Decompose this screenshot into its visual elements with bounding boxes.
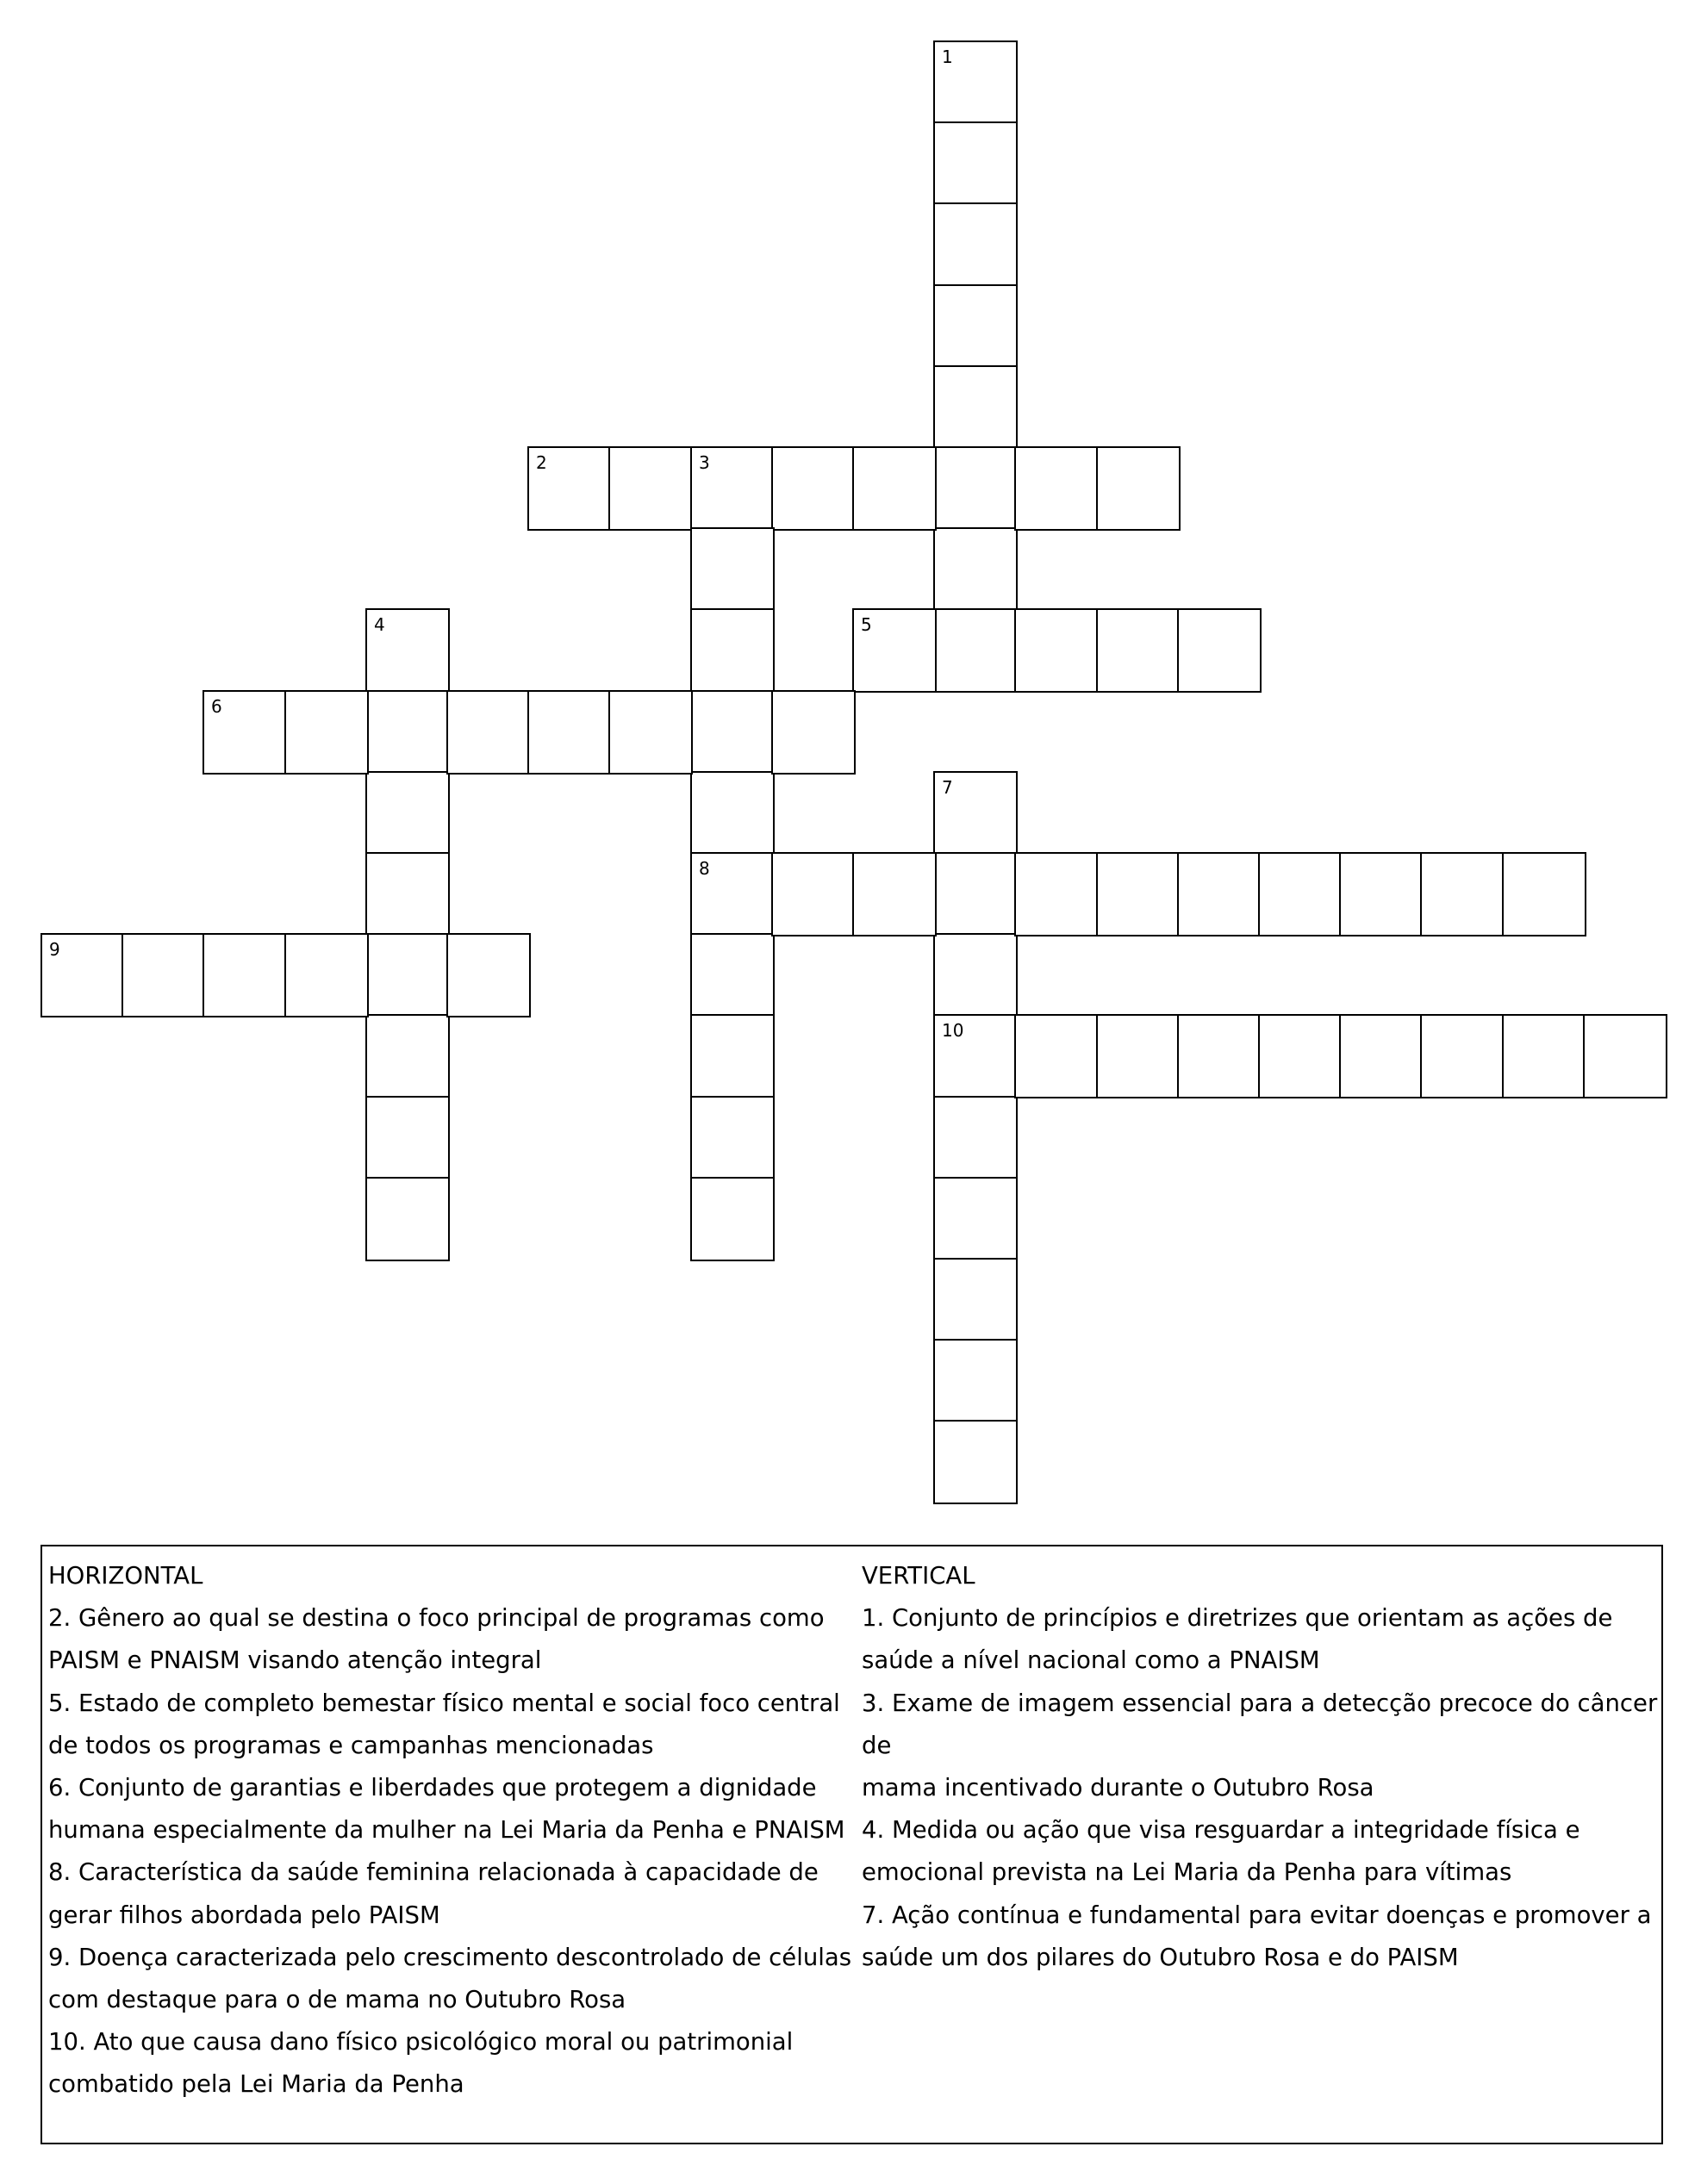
crossword-cell[interactable] <box>608 690 693 775</box>
clue-number: 6 <box>211 696 222 717</box>
crossword-cell[interactable] <box>933 1014 1018 1098</box>
crossword-cell[interactable] <box>690 933 775 1017</box>
clue-number: 7 <box>942 777 953 798</box>
crossword-cell[interactable] <box>690 1096 775 1180</box>
clue-line: mama incentivado durante o Outubro Rosa <box>862 1774 1374 1802</box>
clue-line: 5. Estado de completo bemestar físico mental e social foco central <box>48 1689 840 1717</box>
crossword-cell[interactable] <box>1420 852 1505 936</box>
crossword-cell[interactable] <box>1339 852 1424 936</box>
clue-line: saúde um dos pilares do Outubro Rosa e do PAISM <box>862 1943 1459 1971</box>
clue-line: de todos os programas e campanhas mencionadas <box>48 1731 654 1759</box>
clue-line: emocional prevista na Lei Maria da Penha para vítimas <box>862 1858 1512 1887</box>
clue-number: 3 <box>699 452 710 473</box>
crossword-cell[interactable] <box>608 446 693 531</box>
crossword-cell[interactable] <box>852 446 937 531</box>
clue-line: combatido pela Lei Maria da Penha <box>48 2070 464 2099</box>
crossword-cell[interactable] <box>1258 1014 1343 1098</box>
crossword-cell[interactable] <box>933 1258 1018 1342</box>
crossword-cell[interactable] <box>771 446 856 531</box>
crossword-cell[interactable] <box>365 852 450 936</box>
clue-number: 5 <box>861 614 872 635</box>
crossword-cell[interactable] <box>122 933 206 1017</box>
vertical-clues <box>862 1555 1663 1979</box>
clue-number: 2 <box>536 452 547 473</box>
crossword-cell[interactable] <box>365 1014 450 1098</box>
crossword-cell[interactable] <box>933 365 1018 450</box>
crossword-cell[interactable] <box>690 527 775 612</box>
crossword-cell[interactable] <box>202 933 287 1017</box>
clue-line: 10. Ato que causa dano físico psicológico moral ou patrimonial <box>48 2028 794 2056</box>
crossword-cell[interactable] <box>933 1177 1018 1261</box>
clue-number: 9 <box>49 939 60 960</box>
crossword-cell[interactable] <box>527 446 612 531</box>
crossword-cell[interactable] <box>690 1177 775 1261</box>
crossword-cell[interactable] <box>933 446 1018 531</box>
crossword-cell[interactable] <box>527 690 612 775</box>
crossword-cell[interactable] <box>1583 1014 1667 1098</box>
crossword-cell[interactable] <box>933 202 1018 287</box>
crossword-cell[interactable] <box>1502 1014 1586 1098</box>
horizontal-clues <box>48 1555 875 2106</box>
crossword-cell[interactable] <box>690 771 775 856</box>
crossword-cell[interactable] <box>1014 852 1099 936</box>
crossword-cell[interactable] <box>933 771 1018 856</box>
crossword-cell[interactable] <box>365 1177 450 1261</box>
clue-line: gerar filhos abordada pelo PAISM <box>48 1901 440 1929</box>
crossword-cell[interactable] <box>852 852 937 936</box>
crossword-cell[interactable] <box>933 933 1018 1017</box>
crossword-cell[interactable] <box>933 1096 1018 1180</box>
crossword-cell[interactable] <box>1014 608 1099 693</box>
vertical-heading: VERTICAL <box>862 1562 975 1590</box>
crossword-cell[interactable] <box>1014 1014 1099 1098</box>
clue-line: com destaque para o de mama no Outubro Rosa <box>48 1986 626 2014</box>
crossword-cell[interactable] <box>933 527 1018 612</box>
horizontal-heading: HORIZONTAL <box>48 1562 203 1590</box>
crossword-cell[interactable] <box>1177 852 1262 936</box>
crossword-cell[interactable] <box>1177 1014 1262 1098</box>
clue-number: 10 <box>942 1020 964 1041</box>
clue-line: 7. Ação contínua e fundamental para evitar doenças e promover a <box>862 1901 1652 1929</box>
crossword-cell[interactable] <box>690 608 775 693</box>
crossword-cell[interactable] <box>933 1420 1018 1504</box>
crossword-cell[interactable] <box>933 284 1018 369</box>
crossword-cell[interactable] <box>1096 852 1181 936</box>
crossword-cell[interactable] <box>933 1339 1018 1423</box>
clue-line: 8. Característica da saúde feminina relacionada à capacidade de <box>48 1858 819 1887</box>
crossword-cell[interactable] <box>1096 1014 1181 1098</box>
crossword-cell[interactable] <box>1014 446 1099 531</box>
crossword-cell[interactable] <box>690 446 775 531</box>
clue-line: 2. Gênero ao qual se destina o foco principal de programas como <box>48 1604 825 1633</box>
crossword-cell[interactable] <box>933 121 1018 206</box>
crossword-cell[interactable] <box>690 1014 775 1098</box>
crossword-cell[interactable] <box>1096 446 1181 531</box>
crossword-cell[interactable] <box>1339 1014 1424 1098</box>
crossword-cell[interactable] <box>284 690 369 775</box>
clue-line: 4. Medida ou ação que visa resguardar a integridade física e <box>862 1816 1580 1845</box>
crossword-cell[interactable] <box>852 608 937 693</box>
clue-line: 9. Doença caracterizada pelo crescimento descontrolado de células <box>48 1943 852 1971</box>
crossword-cell[interactable] <box>771 690 856 775</box>
crossword-cell[interactable] <box>365 771 450 856</box>
clue-line: 1. Conjunto de princípios e diretrizes que orientam as ações de <box>862 1604 1613 1633</box>
clue-number: 4 <box>374 614 385 635</box>
clue-line: saúde a nível nacional como a PNAISM <box>862 1646 1320 1675</box>
crossword-cell[interactable] <box>365 1096 450 1180</box>
crossword-cell[interactable] <box>690 690 775 775</box>
crossword-cell[interactable] <box>1420 1014 1505 1098</box>
clue-number: 1 <box>942 47 953 67</box>
crossword-cell[interactable] <box>284 933 369 1017</box>
clues-box <box>40 1545 1663 2144</box>
crossword-cell[interactable] <box>933 40 1018 125</box>
clue-line: PAISM e PNAISM visando atenção integral <box>48 1646 542 1675</box>
crossword-cell[interactable] <box>365 690 450 775</box>
crossword-cell[interactable] <box>446 690 531 775</box>
crossword-cell[interactable] <box>365 933 450 1017</box>
crossword-cell[interactable] <box>1258 852 1343 936</box>
crossword-cell[interactable] <box>1177 608 1262 693</box>
clue-line: 6. Conjunto de garantias e liberdades que protegem a dignidade <box>48 1774 817 1802</box>
crossword-cell[interactable] <box>933 608 1018 693</box>
crossword-cell[interactable] <box>202 690 287 775</box>
crossword-cell[interactable] <box>40 933 125 1017</box>
crossword-cell[interactable] <box>1502 852 1586 936</box>
clue-number: 8 <box>699 858 710 879</box>
crossword-cell[interactable] <box>933 852 1018 936</box>
clue-line: 3. Exame de imagem essencial para a detecção precoce do câncer de <box>862 1689 1658 1759</box>
crossword-cell[interactable] <box>690 852 775 936</box>
crossword-cell[interactable] <box>771 852 856 936</box>
clue-line: humana especialmente da mulher na Lei Maria da Penha e PNAISM <box>48 1816 845 1845</box>
crossword-cell[interactable] <box>1096 608 1181 693</box>
crossword-cell[interactable] <box>365 608 450 693</box>
crossword-cell[interactable] <box>446 933 531 1017</box>
